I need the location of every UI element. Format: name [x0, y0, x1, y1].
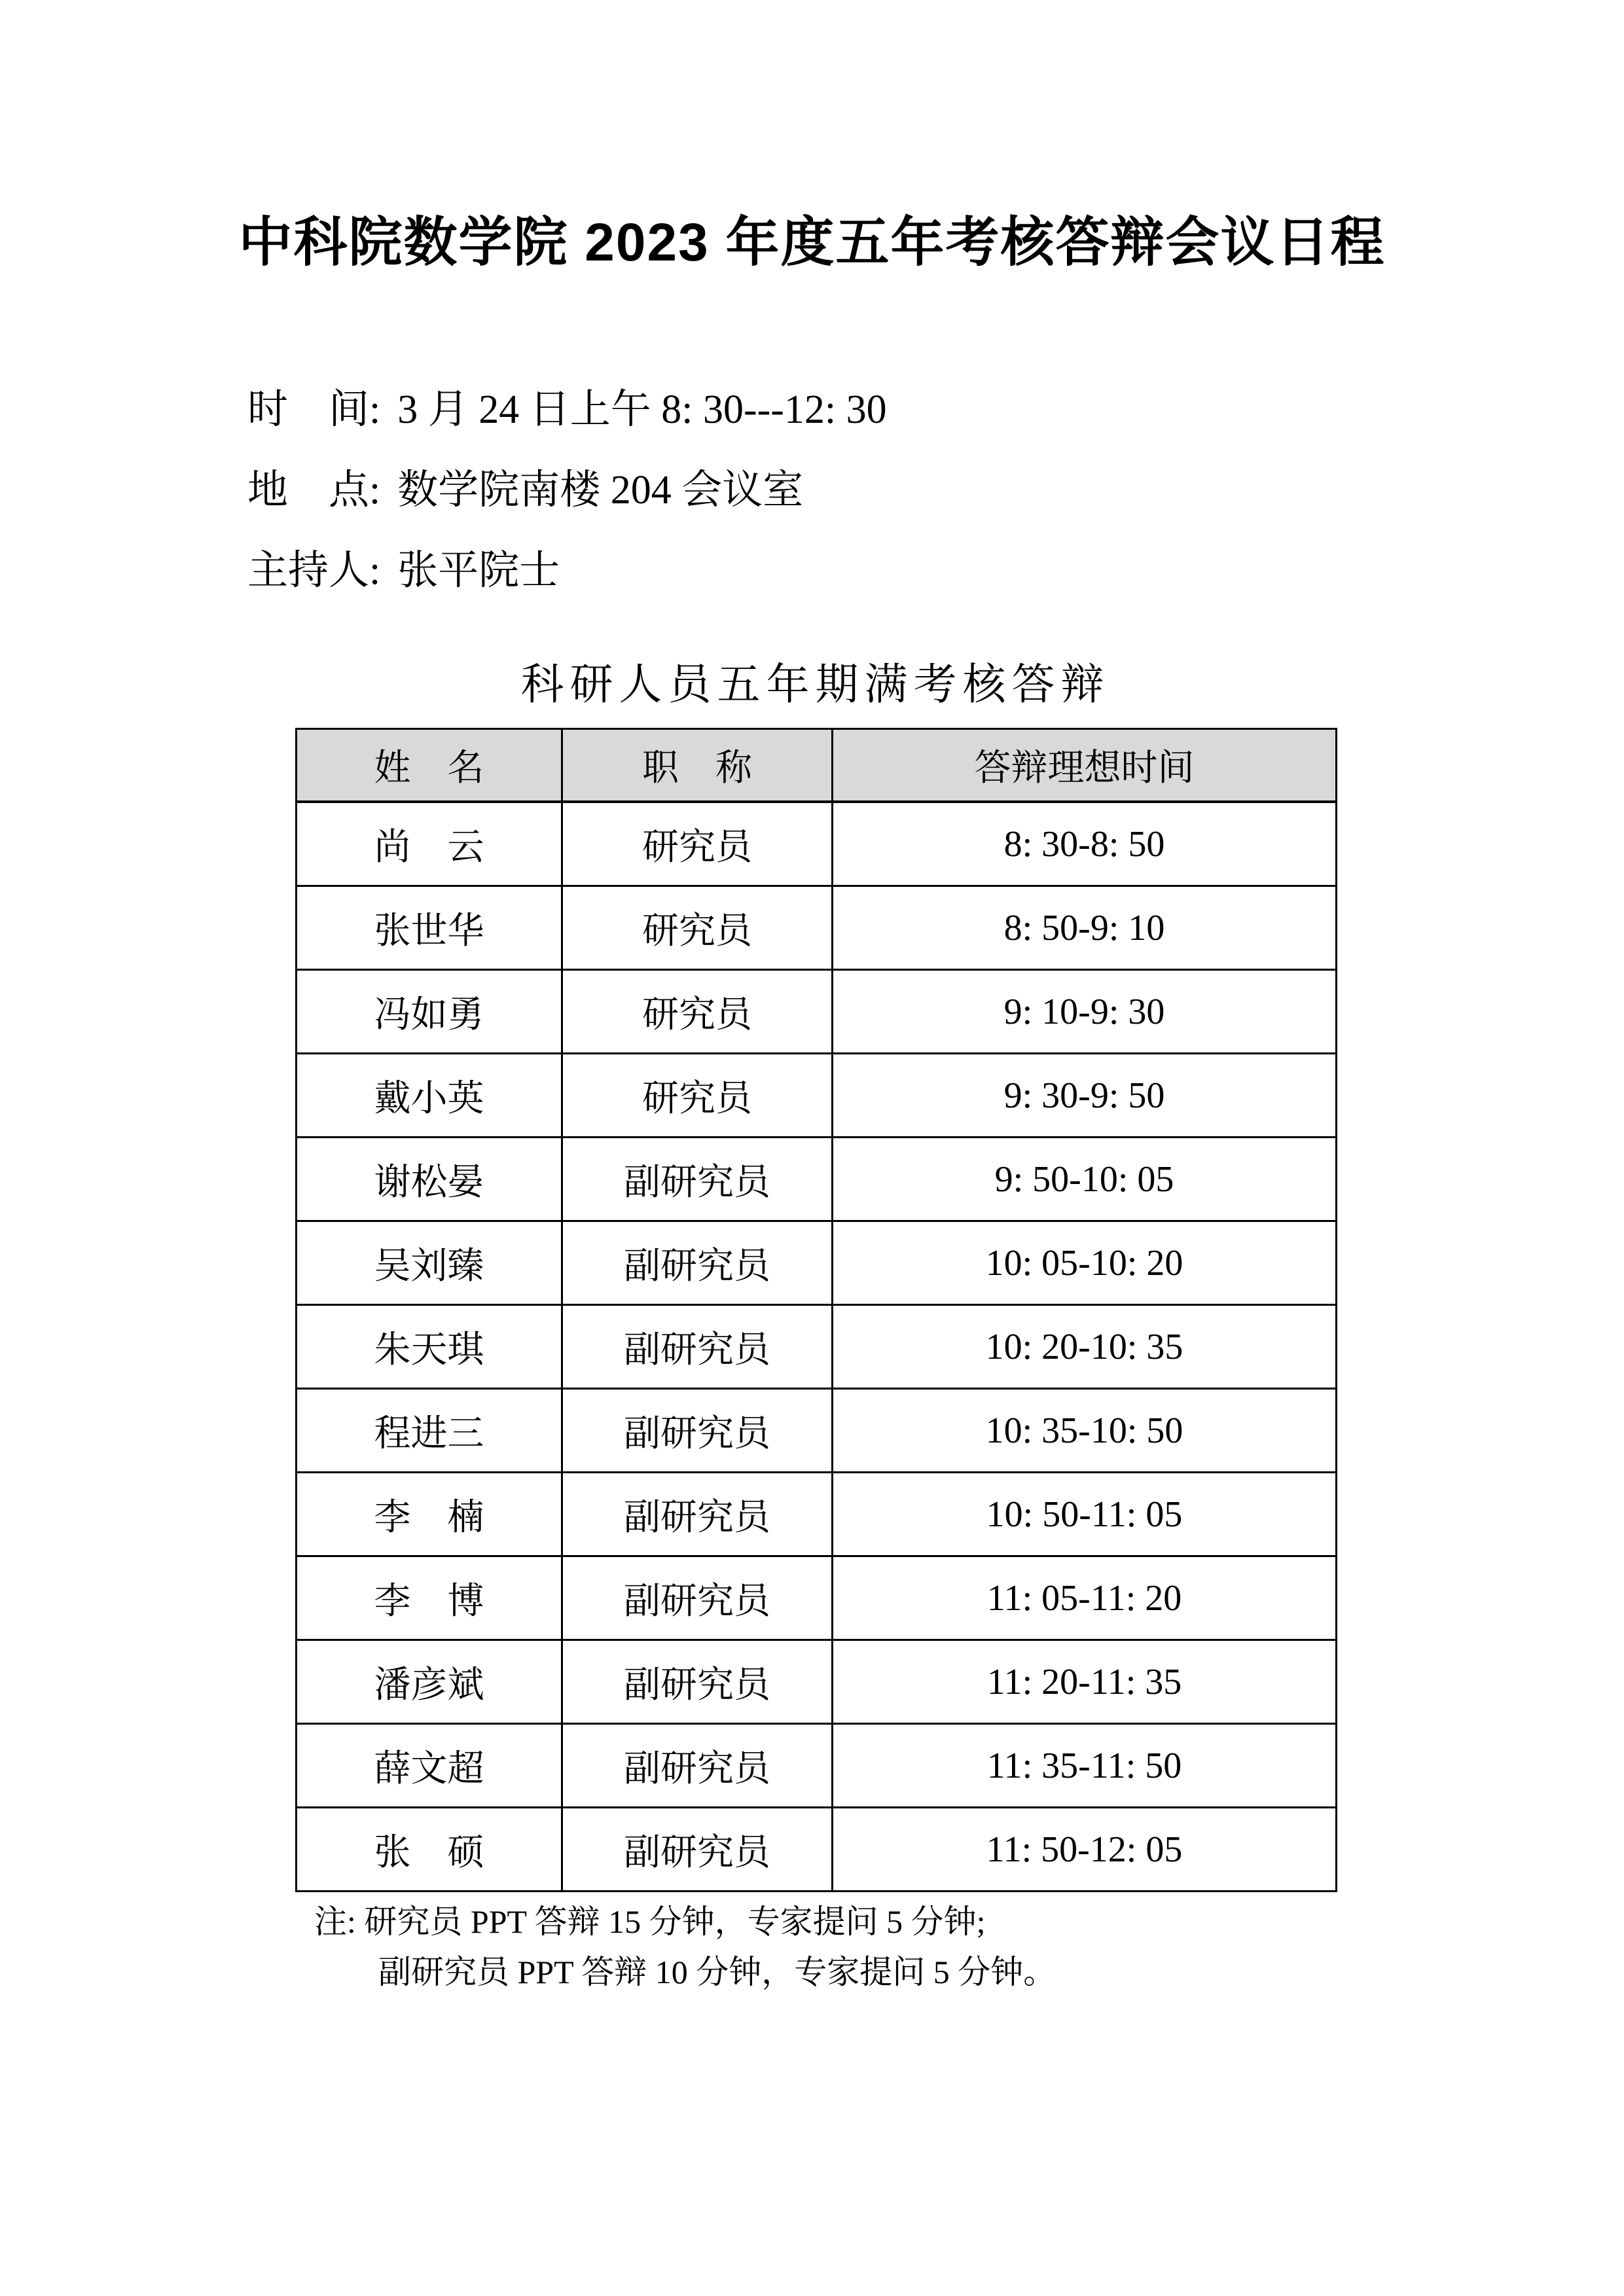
time-cell: 8: 30-8: 50: [833, 802, 1337, 886]
time-cell: 11: 05-11: 20: [833, 1556, 1337, 1640]
title-cell: 副研究员: [562, 1221, 833, 1305]
table-row: [297, 1640, 1337, 1724]
time-cell: 11: 35-11: 50: [833, 1724, 1337, 1808]
time-cell: 11: 50-12: 05: [833, 1808, 1337, 1892]
table-header-row: [297, 729, 1337, 802]
time-cell: 10: 20-10: 35: [833, 1305, 1337, 1389]
table-row: [297, 1389, 1337, 1473]
title-cell: 副研究员: [562, 1724, 833, 1808]
note-line-2: 副研究员 PPT 答辩 10 分钟，专家提问 5 分钟。: [378, 1954, 1056, 1990]
name-cell: 李 博: [297, 1556, 562, 1640]
meeting-info: [247, 370, 887, 611]
title-cell: 研究员: [562, 1054, 833, 1138]
meeting-host-value: 张平院士: [397, 548, 560, 593]
time-cell: 11: 20-11: 35: [833, 1640, 1337, 1724]
table-row: [297, 970, 1337, 1054]
table-row: [297, 1473, 1337, 1556]
name-cell: 薛文超: [297, 1724, 562, 1808]
time-cell: 9: 30-9: 50: [833, 1054, 1337, 1138]
table-row: [297, 886, 1337, 970]
meeting-host-label: 主持人:: [247, 548, 381, 593]
table-row: [297, 1138, 1337, 1221]
meeting-host-line: [247, 531, 887, 611]
name-cell: 吴刘臻: [297, 1221, 562, 1305]
table-row: [297, 1556, 1337, 1640]
title-cell: 研究员: [562, 886, 833, 970]
table-row: [297, 1054, 1337, 1138]
title-cell: 副研究员: [562, 1556, 833, 1640]
name-cell: 朱天琪: [297, 1305, 562, 1389]
name-cell: 尚 云: [297, 802, 562, 886]
title-cell: 副研究员: [562, 1640, 833, 1724]
page-title: 中科院数学院 2023 年度五年考核答辩会议日程: [238, 213, 1386, 272]
title-cell: 研究员: [562, 970, 833, 1054]
name-cell: 谢松晏: [297, 1138, 562, 1221]
assessment-table-body: [297, 802, 1337, 1892]
name-cell: 张世华: [297, 886, 562, 970]
time-cell: 9: 10-9: 30: [833, 970, 1337, 1054]
meeting-time-label: 时 间:: [247, 387, 381, 432]
time-cell: 9: 50-10: 05: [833, 1138, 1337, 1221]
title-cell: 副研究员: [562, 1808, 833, 1892]
section-title: 科研人员五年期满考核答辩: [520, 661, 1110, 709]
name-cell: 李 楠: [297, 1473, 562, 1556]
title-cell: 研究员: [562, 802, 833, 886]
meeting-place-label: 地 点:: [247, 468, 381, 512]
time-cell: 10: 50-11: 05: [833, 1473, 1337, 1556]
table-row: [297, 1808, 1337, 1892]
meeting-time-value: 3 月 24 日上午 8: 30---12: 30: [397, 387, 887, 432]
name-cell: 潘彦斌: [297, 1640, 562, 1724]
title-cell: 副研究员: [562, 1389, 833, 1473]
table-header: [297, 729, 1337, 802]
table-row: [297, 1221, 1337, 1305]
title-cell: 副研究员: [562, 1138, 833, 1221]
header-title-column: 职 称: [562, 729, 833, 802]
assessment-schedule-table: [295, 728, 1337, 1892]
time-cell: 10: 05-10: 20: [833, 1221, 1337, 1305]
table-row: [297, 1305, 1337, 1389]
time-cell: 10: 35-10: 50: [833, 1389, 1337, 1473]
note-line-1: 注: 研究员 PPT 答辩 15 分钟，专家提问 5 分钟;: [314, 1903, 986, 1940]
name-cell: 程进三: [297, 1389, 562, 1473]
name-cell: 冯如勇: [297, 970, 562, 1054]
name-cell: 戴小英: [297, 1054, 562, 1138]
title-cell: 副研究员: [562, 1473, 833, 1556]
table-row: [297, 1724, 1337, 1808]
title-cell: 副研究员: [562, 1305, 833, 1389]
meeting-place-line: [247, 450, 887, 531]
header-name-column: 姓 名: [297, 729, 562, 802]
name-cell: 张 硕: [297, 1808, 562, 1892]
notes: [314, 1897, 1056, 1998]
meeting-place-value: 数学院南楼 204 会议室: [397, 468, 804, 512]
meeting-time-line: [247, 370, 887, 450]
time-cell: 8: 50-9: 10: [833, 886, 1337, 970]
header-time-column: 答辩理想时间: [833, 729, 1337, 802]
table-row: [297, 802, 1337, 886]
